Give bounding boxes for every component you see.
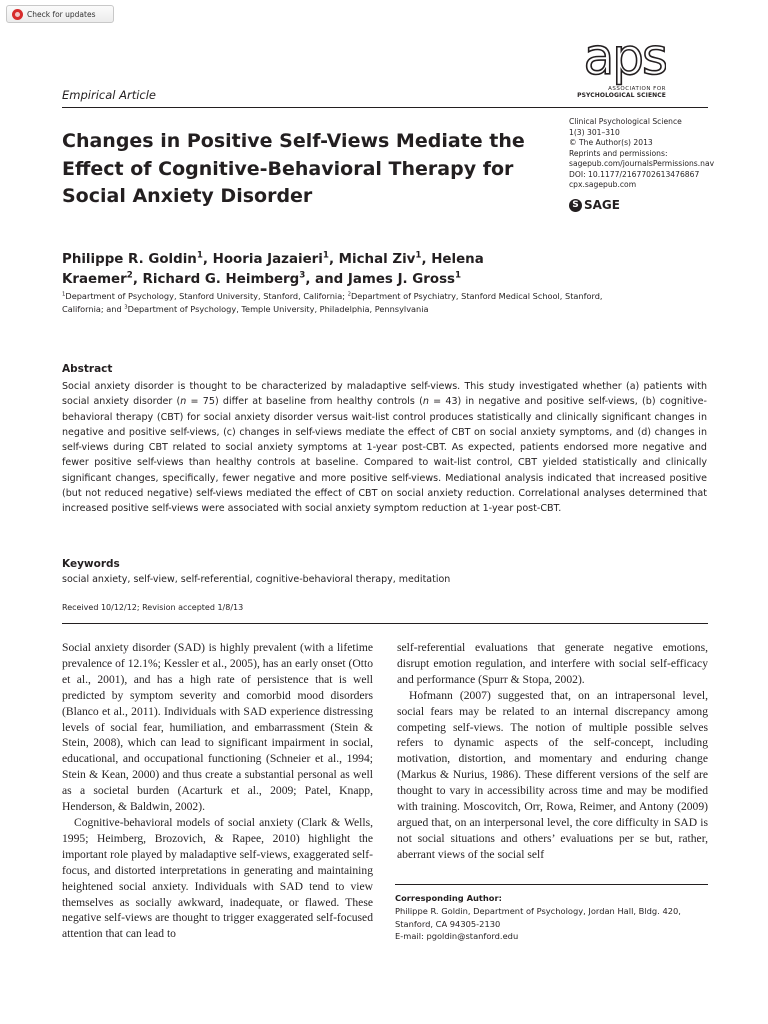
author-name: , Helena (421, 252, 484, 267)
body-paragraph: self-referential evaluations that generate negative emotions, disrupt emotion regulation, and interfere with social self-efficacy and performance (Spurr & Stopa, 2002). (397, 641, 708, 686)
abstract-segment: Social anxiety disorder is thought to be characterized by maladaptive self-views. This study investigated whether (a) patients with social anxiety disorder ( (62, 381, 707, 408)
article-type: Empirical Article (62, 88, 156, 102)
crossmark-icon (12, 9, 23, 20)
affiliation-marker: 1 (415, 250, 422, 261)
correspondence-heading: Corresponding Author: (395, 893, 502, 903)
reprints-label: Reprints and permissions: (569, 148, 668, 158)
author-list (62, 250, 542, 290)
check-for-updates-badge[interactable] (6, 5, 114, 23)
abstract-segment: = 43) in negative and positive self-views, (b) cognitive-behavioral therapy (CBT) for social anxiety disorder versus wait-list control produces statistically and clinically significant changes in negative and positive self-views, (c) changes in self-views mediate the effect of CBT on social anxiety symptoms, and (d) changes in self-views during CBT related to social anxiety symptoms at 1-year post-CBT. As expected, patients endorsed more negative and fewer positive self-views than healthy controls at baseline. Compared to wait-list control, CBT yielded statistically and clinically significant changes, specifically, fewer negative and more positive self-views. Mediational analysis indicated that increased positive (but not reduced negative) self-views mediated the effect of CBT on social anxiety reduction. Correlational analyses determined that increased positive self-views were associated with social anxiety symptom reduction at 1-year post-CBT. (62, 396, 708, 515)
affiliations (62, 290, 622, 315)
journal-url[interactable]: cpx.sagepub.com (569, 180, 637, 189)
title-line: Social Anxiety Disorder (62, 185, 313, 207)
affiliation-text: California; and (62, 303, 125, 314)
author-name: , Richard G. Heimberg (132, 272, 300, 287)
body-paragraph: Social anxiety disorder (SAD) is highly prevalent (with a lifetime prevalence of 12.1%; Kessler et al., 2005), has an early onset (Otto et al., 2001), and has a high rate of persistence that is well predicted by symptom severity and comorbid mood disorders (Blanco et al., 2011). Individuals with SAD experience distressing levels of social fear, humiliation, and embarrassment (Stein & Stein, 2008), which can lead to significant impairment in social, educational, and occupational functioning (Schneier et al., 1994; Stein & Kean, 2000) and thus create a substantial personal as well as a societal burden (Acarturk et al., 2009; Patel, Knapp, Henderson, & Baldwin, 2002). (62, 641, 373, 814)
affiliation-text: Department of Psychology, Temple University, Philadelphia, Pennsylvania (127, 303, 429, 314)
aps-logo-line1: ASSOCIATION FOR (608, 86, 666, 92)
sage-logo (569, 198, 620, 212)
correspondence-line: Stanford, CA 94305-2130 (395, 918, 501, 929)
journal-name: Clinical Psychological Science (569, 117, 682, 126)
copyright: © The Author(s) 2013 (569, 138, 653, 147)
affiliation-marker: 1 (322, 250, 329, 261)
affiliation-marker: 3 (299, 270, 306, 281)
aps-logo-line2: PSYCHOLOGICAL SCIENCE (577, 92, 666, 99)
correspondence-line: Philippe R. Goldin, Department of Psychology, Jordan Hall, Bldg. 420, (395, 906, 681, 916)
journal-volume: 1(3) 301–310 (569, 127, 620, 137)
body-column-left (62, 640, 373, 942)
keywords-heading: Keywords (62, 558, 120, 570)
author-name: , Hooria Jazaieri (202, 252, 323, 267)
body-paragraph: Cognitive-behavioral models of social anxiety (Clark & Wells, 1995; Heimberg, Brozovich, & Rapee, 2010) highlight the important role played by maladaptive self-views, exaggerated self-focus, and distorted interpretations in generating and maintaining heightened social anxiety. Individuals with SAD tend to view themselves as socially awkward, inadequate, or flawed. These negative self-views are thought to trigger exaggerated self-focused attention that can lead to (62, 815, 373, 941)
abstract-n-symbol: n (422, 396, 429, 408)
section-rule (62, 623, 708, 624)
aps-logo-letters: aps (583, 34, 666, 86)
journal-meta (569, 117, 749, 191)
affiliation-marker: 1 (196, 250, 203, 261)
correspondence-email[interactable]: E-mail: pgoldin@stanford.edu (395, 931, 519, 941)
affiliation-marker: 2 (126, 270, 133, 281)
author-name: Philippe R. Goldin (62, 252, 197, 267)
title-line: Effect of Cognitive-Behavioral Therapy for (62, 157, 514, 180)
author-name: Kraemer (62, 272, 127, 287)
aps-logo-mark (566, 34, 666, 88)
abstract-n-symbol: n (180, 396, 187, 408)
correspondence-details (395, 905, 708, 943)
article-title (62, 128, 542, 211)
sage-icon: S (569, 199, 582, 212)
check-for-updates-label: Check for updates (27, 9, 96, 19)
abstract-heading: Abstract (62, 363, 113, 375)
body-column-right (397, 640, 708, 863)
author-name: , and James J. Gross (305, 272, 456, 287)
correspondence-rule (395, 884, 708, 885)
affiliation-marker: 1 (62, 291, 66, 298)
permissions-link[interactable]: sagepub.com/journalsPermissions.nav (569, 159, 715, 168)
affiliation-marker: 2 (347, 291, 351, 298)
title-line: Changes in Positive Self-Views Mediate the (62, 130, 525, 152)
affiliation-marker: 1 (455, 270, 462, 281)
affiliation-text: Department of Psychology, Stanford University, Stanford, California; (65, 291, 348, 301)
abstract-text (62, 379, 707, 517)
body-paragraph: Hofmann (2007) suggested that, on an intrapersonal level, social fears may be related to an internal discrepancy among competing self-views. The notion of multiple possible selves refers to dynamic aspects of the self-concept, including motivation, distortion, and momentary and enduring change (Markus & Nurius, 1986). These different versions of the self are thought to vary in accessibility across time and may be modified with training. Moscovitch, Orr, Rowa, Reimer, and Antony (2009) argued that, on an interpersonal level, the core difficulty in SAD is not social situations and others’ evaluations per se but, rather, aberrant views of the social self (397, 688, 708, 861)
abstract-segment: = 75) differ at baseline from healthy controls ( (186, 396, 423, 408)
sage-wordmark: SAGE (584, 198, 620, 212)
keywords-text: social anxiety, self-view, self-referential, cognitive-behavioral therapy, meditation (62, 574, 451, 585)
header-rule (62, 107, 708, 108)
affiliation-text: Department of Psychiatry, Stanford Medical School, Stanford, (350, 291, 603, 301)
received-dates: Received 10/12/12; Revision accepted 1/8/13 (62, 603, 244, 612)
doi[interactable]: DOI: 10.1177/2167702613476867 (569, 169, 700, 179)
affiliation-marker: 3 (124, 303, 128, 310)
author-name: , Michal Ziv (328, 252, 416, 267)
